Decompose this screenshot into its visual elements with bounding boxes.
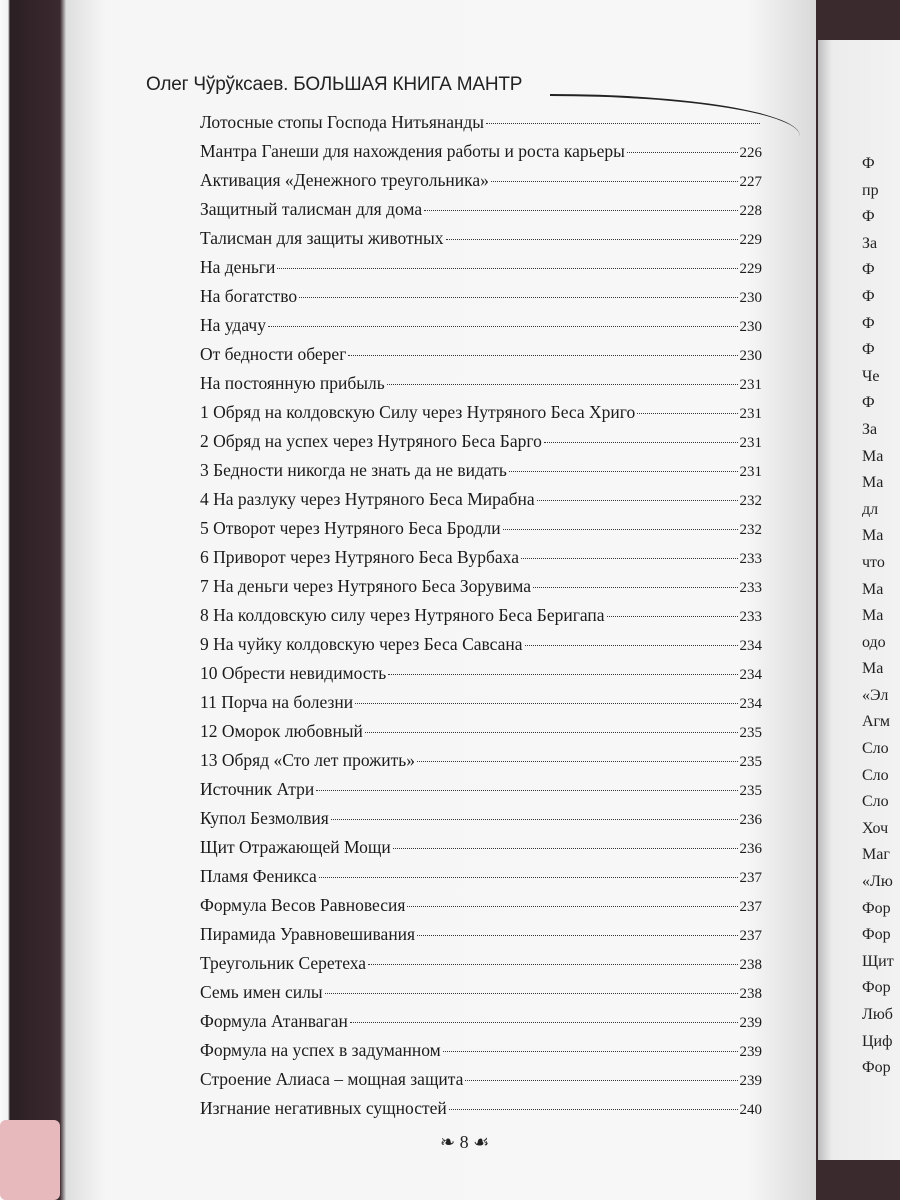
- toc-entry: [200, 199, 762, 228]
- toc-entry-page: 239: [739, 1044, 762, 1060]
- book-cover-edge: [0, 0, 70, 1200]
- leader-dots: [525, 645, 738, 646]
- leader-dots: [387, 384, 738, 385]
- leader-dots: [417, 935, 737, 936]
- toc-entry: [200, 431, 762, 460]
- toc-entry-title: На богатство: [200, 286, 298, 306]
- toc-entry-title: 8 На колдовскую силу через Нутряного Беса Беригапа: [200, 605, 605, 625]
- toc-entry: [200, 1011, 762, 1040]
- toc-entry-title: 3 Бедности никогда не знать да не видать: [200, 460, 507, 480]
- toc-entry: [200, 373, 762, 402]
- toc-entry-page: 231: [739, 406, 762, 422]
- leader-dots: [533, 587, 738, 588]
- toc-entry-title: Источник Атри: [200, 779, 315, 799]
- toc-entry-title: На постоянную прибыль: [200, 373, 385, 393]
- right-page-line: Ф: [862, 287, 875, 305]
- leader-dots: [299, 297, 737, 298]
- toc-entry-page: 226: [739, 145, 762, 161]
- right-page-line: Ма: [862, 580, 884, 598]
- toc-entry-page: 234: [739, 638, 762, 654]
- table-of-contents: [200, 112, 762, 1127]
- toc-entry-page: 240: [739, 1102, 762, 1118]
- leader-dots: [521, 558, 738, 559]
- right-page-line: Ф: [862, 314, 875, 332]
- toc-entry-page: 232: [739, 493, 762, 509]
- right-page-line: «Эл: [862, 686, 889, 704]
- toc-entry-title: Формула Весов Равновесия: [200, 895, 406, 915]
- toc-entry-page: 236: [739, 841, 762, 857]
- right-page-line: что: [862, 553, 885, 571]
- toc-entry-title: 7 На деньги через Нутряного Беса Зорувима: [200, 576, 531, 596]
- toc-entry: [200, 315, 762, 344]
- right-page-line: Фор: [862, 926, 891, 944]
- toc-entry: [200, 112, 762, 141]
- toc-entry-page: 238: [739, 986, 762, 1002]
- right-page-line: Фор: [862, 979, 891, 997]
- toc-entry-page: 231: [739, 377, 762, 393]
- toc-entry-page: 228: [739, 203, 762, 219]
- toc-entry-title: Купол Безмолвия: [200, 808, 329, 828]
- leader-dots: [325, 993, 738, 994]
- toc-entry-page: 232: [739, 522, 762, 538]
- toc-entry: [200, 663, 762, 692]
- leader-dots: [407, 906, 737, 907]
- toc-entry-page: 236: [739, 812, 762, 828]
- right-page-line: Сло: [862, 766, 889, 784]
- right-page-line: Фор: [862, 1059, 891, 1077]
- leader-dots: [331, 819, 738, 820]
- toc-entry: [200, 518, 762, 547]
- leader-dots: [486, 123, 760, 124]
- toc-entry: [200, 605, 762, 634]
- right-page-line: Люб: [862, 1006, 893, 1023]
- right-page-line: За: [862, 420, 878, 438]
- leader-dots: [637, 413, 737, 414]
- toc-entry: [200, 924, 762, 953]
- leader-dots: [509, 471, 738, 472]
- leader-dots: [607, 616, 738, 617]
- toc-entry-title: Лотосные стопы Господа Нитьянанды: [200, 112, 485, 132]
- toc-entry: [200, 750, 762, 779]
- toc-entry-title: 2 Обряд на успех через Нутряного Беса Барго: [200, 431, 542, 451]
- leader-dots: [627, 152, 738, 153]
- toc-entry-title: От бедности оберег: [200, 344, 347, 364]
- toc-entry: [200, 1040, 762, 1069]
- right-page-line: Ма: [862, 660, 884, 678]
- toc-entry-page: 235: [739, 754, 762, 770]
- toc-entry-title: Защитный талисман для дома: [200, 199, 423, 219]
- toc-entry-page: 237: [739, 870, 762, 886]
- toc-entry-page: 231: [739, 435, 762, 451]
- binder-clip: [0, 1120, 60, 1200]
- toc-entry-page: 235: [739, 783, 762, 799]
- toc-entry-title: Пламя Феникса: [200, 866, 317, 886]
- toc-entry-title: 6 Приворот через Нутряного Беса Вурбаха: [200, 547, 519, 567]
- right-page-line: Маг: [862, 846, 890, 864]
- right-page-line: Ф: [862, 208, 875, 226]
- right-page-line: Ма: [862, 607, 884, 625]
- toc-entry-page: 237: [739, 928, 762, 944]
- toc-entry-page: 237: [739, 899, 762, 915]
- toc-entry: [200, 721, 762, 750]
- toc-entry: [200, 982, 762, 1011]
- toc-entry: [200, 170, 762, 199]
- toc-entry-title: 1 Обряд на колдовскую Силу через Нутряного Беса Хриго: [200, 402, 636, 422]
- right-page-line: Хоч: [862, 819, 889, 837]
- toc-entry-title: Талисман для защиты животных: [200, 228, 444, 248]
- toc-entry: [200, 866, 762, 895]
- right-page-line: Сло: [862, 793, 889, 811]
- right-page-line: «Лю: [862, 873, 893, 891]
- right-page-line: пр: [862, 181, 879, 199]
- right-page-line: Циф: [862, 1032, 893, 1050]
- toc-entry-title: 10 Обрести невидимость: [200, 663, 387, 683]
- toc-entry-title: Щит Отражающей Мощи: [200, 837, 391, 857]
- toc-entry: [200, 837, 762, 866]
- leader-dots: [319, 877, 738, 878]
- leader-dots: [417, 761, 737, 762]
- toc-entry-title: Строение Алиаса – мощная защита: [200, 1069, 464, 1089]
- leader-dots: [537, 500, 738, 501]
- toc-entry-title: Формула на успех в задуманном: [200, 1040, 441, 1060]
- toc-entry-title: 11 Порча на болезни: [200, 692, 354, 712]
- toc-entry-title: Изгнание негативных сущностей: [200, 1098, 447, 1118]
- right-page-line: Сло: [862, 740, 889, 758]
- toc-entry: [200, 228, 762, 257]
- toc-entry-page: 233: [739, 580, 762, 596]
- right-page-line: Ма: [862, 447, 884, 465]
- page-number: ❧ 8 ☙: [440, 1132, 490, 1152]
- toc-entry-title: Треугольник Серетеха: [200, 953, 367, 973]
- toc-entry-page: 233: [739, 609, 762, 625]
- leader-dots: [491, 181, 738, 182]
- toc-entry-title: 9 На чуйку колдовскую через Беса Савсана: [200, 634, 523, 654]
- leader-dots: [268, 326, 738, 327]
- toc-entry-page: 227: [739, 174, 762, 190]
- toc-entry-page: 234: [739, 667, 762, 683]
- toc-entry-page: 230: [739, 290, 762, 306]
- toc-entry-title: 4 На разлуку через Нутряного Беса Мирабна: [200, 489, 535, 509]
- leader-dots: [424, 210, 737, 211]
- leader-dots: [443, 1051, 738, 1052]
- toc-entry-title: 5 Отворот через Нутряного Беса Бродли: [200, 518, 501, 538]
- leader-dots: [316, 790, 737, 791]
- toc-entry-title: На удачу: [200, 315, 266, 335]
- leader-dots: [388, 674, 737, 675]
- leader-dots: [350, 1022, 738, 1023]
- toc-entry: [200, 402, 762, 431]
- toc-entry: [200, 286, 762, 315]
- toc-entry-page: 229: [739, 261, 762, 277]
- leader-dots: [446, 239, 738, 240]
- toc-entry: [200, 1098, 762, 1127]
- leader-dots: [544, 442, 738, 443]
- toc-entry-page: 234: [739, 696, 762, 712]
- toc-entry: [200, 895, 762, 924]
- leader-dots: [449, 1109, 738, 1110]
- toc-entry: [200, 808, 762, 837]
- right-page-line: Че: [862, 367, 880, 385]
- toc-entry-page: 231: [739, 464, 762, 480]
- toc-entry: [200, 460, 762, 489]
- toc-entry: [200, 257, 762, 286]
- toc-entry-title: 12 Оморок любовный: [200, 721, 363, 741]
- toc-entry-title: Формула Атанваган: [200, 1011, 348, 1031]
- right-page-line: Ф: [862, 261, 875, 279]
- toc-entry-page: 238: [739, 957, 762, 973]
- leader-dots: [355, 703, 737, 704]
- leader-dots: [365, 732, 738, 733]
- toc-entry: [200, 489, 762, 518]
- leader-dots: [368, 964, 737, 965]
- toc-entry: [200, 779, 762, 808]
- leader-dots: [348, 355, 737, 356]
- leader-dots: [277, 268, 737, 269]
- toc-entry-title: Активация «Денежного треугольника»: [200, 170, 489, 190]
- right-page-text: [862, 155, 900, 1086]
- right-page-line: Ф: [862, 341, 875, 359]
- toc-entry-page: 239: [739, 1015, 762, 1031]
- toc-entry: [200, 344, 762, 373]
- toc-entry-page: 235: [739, 725, 762, 741]
- toc-entry-page: 229: [739, 232, 762, 248]
- toc-entry-page: 230: [739, 348, 762, 364]
- toc-entry-title: Мантра Ганеши для нахождения работы и роста карьеры: [200, 141, 625, 161]
- toc-entry-page: 233: [739, 551, 762, 567]
- leader-dots: [465, 1080, 737, 1081]
- toc-entry: [200, 634, 762, 663]
- toc-entry: [200, 1069, 762, 1098]
- toc-entry-title: Пирамида Уравновешивания: [200, 924, 416, 944]
- toc-entry: [200, 692, 762, 721]
- right-page-line: Агм: [862, 713, 891, 731]
- running-header: Олег Чўрўксаев. БОЛЬШАЯ КНИГА МАНТР: [146, 74, 523, 95]
- toc-entry-title: Семь имен силы: [200, 982, 323, 1002]
- right-page-line: За: [862, 234, 878, 252]
- leader-dots: [503, 529, 738, 530]
- right-page-line: Щит: [862, 952, 894, 970]
- leader-dots: [393, 848, 738, 849]
- toc-entry-title: 13 Обряд «Сто лет прожить»: [200, 750, 416, 770]
- toc-entry-title: На деньги: [200, 257, 276, 277]
- toc-entry: [200, 953, 762, 982]
- right-page-line: одо: [862, 633, 886, 651]
- toc-entry: [200, 547, 762, 576]
- page-number-text: 8: [459, 1132, 469, 1152]
- toc-entry-page: 230: [739, 319, 762, 335]
- right-page-line: Фор: [862, 899, 891, 917]
- right-page-line: Ф: [862, 155, 875, 172]
- right-page-line: Ф: [862, 394, 875, 412]
- toc-entry: [200, 576, 762, 605]
- right-page-line: Ма: [862, 474, 884, 492]
- right-page-line: дл: [862, 500, 879, 518]
- right-page-line: Ма: [862, 527, 884, 545]
- toc-entry: [200, 141, 762, 170]
- toc-entry-page: 239: [739, 1073, 762, 1089]
